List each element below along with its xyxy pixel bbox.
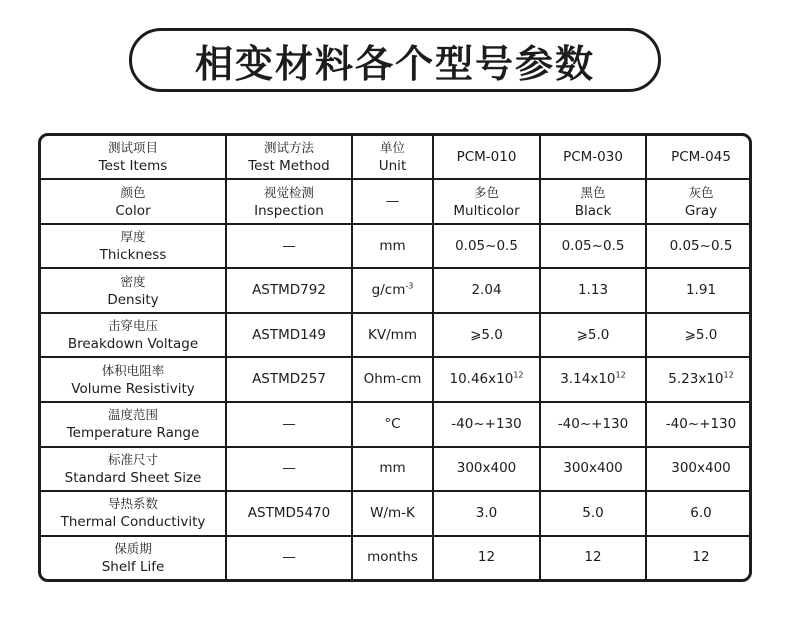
row-unit: KV/mm	[352, 313, 433, 358]
row-method: ASTMD5470	[226, 491, 352, 536]
value-cell: -40~+130	[646, 402, 752, 447]
value-cell: ⩾5.0	[646, 313, 752, 358]
row-unit: W/m-K	[352, 491, 433, 536]
row-unit: °C	[352, 402, 433, 447]
value-cell: 0.05~0.5	[540, 224, 646, 269]
header-model-pcm-010: PCM-010	[433, 136, 540, 179]
value-cell: 灰色 Gray	[646, 179, 752, 224]
value-cell: 0.05~0.5	[646, 224, 752, 269]
value-cell: 300x400	[540, 447, 646, 492]
value-cell: 黑色 Black	[540, 179, 646, 224]
table-row	[41, 313, 752, 358]
table-row	[41, 447, 752, 492]
row-method: —	[226, 536, 352, 579]
row-method: ASTMD792	[226, 268, 352, 313]
parameter-table	[38, 133, 752, 582]
value-cell: -40~+130	[540, 402, 646, 447]
value-cell: 2.04	[433, 268, 540, 313]
table-row	[41, 357, 752, 402]
title-banner	[129, 28, 661, 92]
row-method: —	[226, 402, 352, 447]
table-row	[41, 224, 752, 269]
row-label: 击穿电压 Breakdown Voltage	[41, 313, 226, 358]
row-unit: months	[352, 536, 433, 579]
header-unit: 单位 Unit	[352, 136, 433, 179]
value-cell: 12	[433, 536, 540, 579]
value-cell: 12	[646, 536, 752, 579]
page-title: 相变材料各个型号参数	[194, 41, 595, 86]
row-unit: $g/cm^{-3}$	[352, 268, 433, 313]
value-cell: -40~+130	[433, 402, 540, 447]
value-cell: 1.91	[646, 268, 752, 313]
table-row	[41, 402, 752, 447]
value-cell: 3.0	[433, 491, 540, 536]
value-cell: 300x400	[646, 447, 752, 492]
value-cell: 多色 Multicolor	[433, 179, 540, 224]
row-method: ASTMD257	[226, 357, 352, 402]
row-unit: mm	[352, 224, 433, 269]
header-model-pcm-030: PCM-030	[540, 136, 646, 179]
table-row	[41, 268, 752, 313]
row-method: 视觉检测 Inspection	[226, 179, 352, 224]
value-cell: 6.0	[646, 491, 752, 536]
row-label: 体积电阻率 Volume Resistivity	[41, 357, 226, 402]
row-label: 标准尺寸 Standard Sheet Size	[41, 447, 226, 492]
header-test-items: 测试项目 Test Items	[41, 136, 226, 179]
value-cell: 1.13	[540, 268, 646, 313]
row-method: —	[226, 224, 352, 269]
value-cell: ⩾5.0	[540, 313, 646, 358]
table-row	[41, 491, 752, 536]
row-label: 颜色 Color	[41, 179, 226, 224]
value-cell: ⩾5.0	[433, 313, 540, 358]
row-label: 厚度 Thickness	[41, 224, 226, 269]
value-cell: 5.0	[540, 491, 646, 536]
row-label: 保质期 Shelf Life	[41, 536, 226, 579]
row-label: 密度 Density	[41, 268, 226, 313]
row-label: 温度范围 Temperature Range	[41, 402, 226, 447]
value-cell: 0.05~0.5	[433, 224, 540, 269]
row-unit: Ohm-cm	[352, 357, 433, 402]
header-test-method: 测试方法 Test Method	[226, 136, 352, 179]
value-cell: $3.14x10^{12}$	[540, 357, 646, 402]
row-unit: mm	[352, 447, 433, 492]
table-row	[41, 179, 752, 224]
value-cell: $5.23x10^{12}$	[646, 357, 752, 402]
row-method: —	[226, 447, 352, 492]
table-row	[41, 536, 752, 579]
value-cell: 300x400	[433, 447, 540, 492]
row-method: ASTMD149	[226, 313, 352, 358]
table-header-row	[41, 136, 752, 179]
value-cell: 12	[540, 536, 646, 579]
value-cell: $10.46x10^{12}$	[433, 357, 540, 402]
header-model-pcm-045: PCM-045	[646, 136, 752, 179]
row-label: 导热系数 Thermal Conductivity	[41, 491, 226, 536]
row-unit: —	[352, 179, 433, 224]
